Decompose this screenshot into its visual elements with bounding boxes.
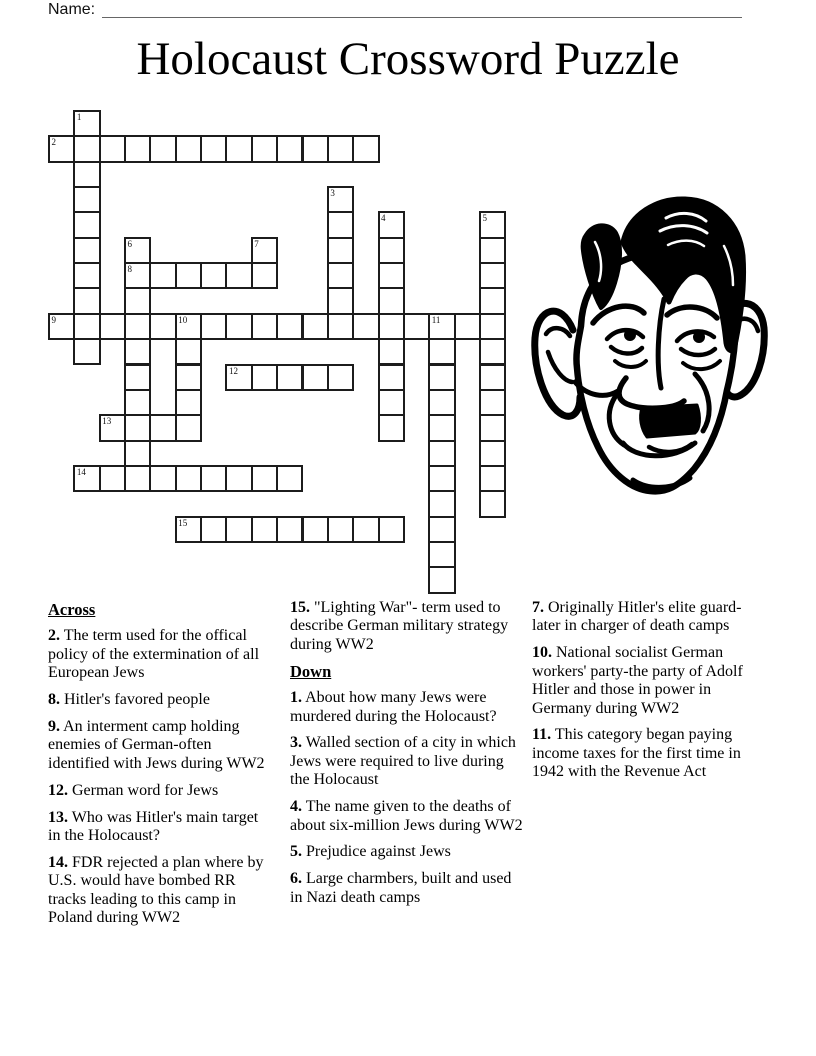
clue-3: 3. Walled section of a city in which Jews were required to live during the Holocaust <box>290 734 516 789</box>
grid-cell-r10c5[interactable] <box>175 364 202 391</box>
grid-cell-r13c17[interactable] <box>479 440 506 467</box>
grid-cell-r6c8[interactable] <box>251 262 278 289</box>
grid-cell-r16c6[interactable] <box>200 516 227 543</box>
grid-cell-r6c4[interactable] <box>149 262 176 289</box>
clue-5: 5. Prejudice against Jews <box>290 843 451 861</box>
grid-cell-r7c11[interactable] <box>327 287 354 314</box>
cell-number: 3 <box>330 188 335 199</box>
grid-cell-r7c3[interactable] <box>124 287 151 314</box>
name-field-row <box>48 1 742 18</box>
grid-cell-r10c9[interactable] <box>276 364 303 391</box>
grid-cell-r9c15[interactable] <box>428 338 455 365</box>
grid-cell-r12c3[interactable] <box>124 414 151 441</box>
grid-cell-r4c13[interactable] <box>378 211 405 238</box>
grid-cell-r6c1[interactable] <box>73 262 100 289</box>
clue-heading-across: Across <box>48 600 96 619</box>
grid-cell-r14c6[interactable] <box>200 465 227 492</box>
grid-cell-r14c1[interactable] <box>73 465 100 492</box>
grid-cell-r16c7[interactable] <box>225 516 252 543</box>
grid-cell-r11c3[interactable] <box>124 389 151 416</box>
clue-2: 2. The term used for the offical policy of the extermination of all European Jews <box>48 627 260 682</box>
grid-cell-r10c17[interactable] <box>479 364 506 391</box>
grid-cell-r6c17[interactable] <box>479 262 506 289</box>
grid-cell-r1c5[interactable] <box>175 135 202 162</box>
grid-cell-r7c13[interactable] <box>378 287 405 314</box>
cell-number: 7 <box>254 238 259 249</box>
grid-cell-r5c1[interactable] <box>73 237 100 264</box>
grid-cell-r8c12[interactable] <box>352 313 379 340</box>
grid-cell-r7c17[interactable] <box>479 287 506 314</box>
grid-cell-r12c5[interactable] <box>175 414 202 441</box>
grid-cell-r8c8[interactable] <box>251 313 278 340</box>
grid-cell-r6c11[interactable] <box>327 262 354 289</box>
clue-heading-down: Down <box>290 661 332 681</box>
clue-1: 1. About how many Jews were murdered during the Holocaust? <box>290 689 497 725</box>
grid-cell-r1c6[interactable] <box>200 135 227 162</box>
grid-cell-r9c13[interactable] <box>378 338 405 365</box>
grid-cell-r14c15[interactable] <box>428 465 455 492</box>
grid-cell-r5c3[interactable] <box>124 237 151 264</box>
cell-number: 13 <box>102 416 112 427</box>
grid-cell-r10c10[interactable] <box>302 364 329 391</box>
grid-cell-r12c13[interactable] <box>378 414 405 441</box>
page-title: Holocaust Crossword Puzzle <box>136 33 680 85</box>
cell-number: 14 <box>76 466 86 477</box>
grid-cell-r14c5[interactable] <box>175 465 202 492</box>
grid-cell-r1c9[interactable] <box>276 135 303 162</box>
grid-cell-r16c10[interactable] <box>302 516 329 543</box>
cell-number: 15 <box>178 517 188 528</box>
grid-cell-r8c11[interactable] <box>327 313 354 340</box>
clue-12: 12. German word for Jews <box>48 781 219 799</box>
clue-6: 6. Large charmbers, built and used in Nazi death camps <box>290 870 512 906</box>
clue-column-3 <box>532 599 772 790</box>
clue-10: 10. National socialist German workers' party-the party of Adolf Hitler and those in power in Germany during WW2 <box>532 644 743 717</box>
grid-cell-r16c11[interactable] <box>327 516 354 543</box>
hitler-caricature-illustration <box>527 184 779 510</box>
grid-cell-r5c13[interactable] <box>378 237 405 264</box>
name-input-line[interactable] <box>102 2 742 18</box>
grid-cell-r16c9[interactable] <box>276 516 303 543</box>
grid-cell-r8c4[interactable] <box>149 313 176 340</box>
grid-cell-r1c10[interactable] <box>302 135 329 162</box>
grid-cell-r16c5[interactable] <box>175 516 202 543</box>
grid-cell-r3c11[interactable] <box>327 186 354 213</box>
grid-cell-r0c1[interactable] <box>73 110 100 137</box>
clue-11: 11. This category began paying income taxes for the first time in 1942 with the Revenue Act <box>532 726 741 781</box>
clue-14: 14. FDR rejected a plan where by U.S. would have bombed RR tracks leading to this camp in Poland during WW2 <box>48 853 264 927</box>
grid-cell-r15c15[interactable] <box>428 490 455 517</box>
clue-8: 8. Hitler's favored people <box>48 691 210 709</box>
clue-column-2 <box>290 599 524 916</box>
clue-7: 7. Originally Hitler's elite guard- later in charger of death camps <box>532 599 742 635</box>
grid-cell-r6c7[interactable] <box>225 262 252 289</box>
grid-cell-r8c16[interactable] <box>454 313 481 340</box>
clue-15: 15. "Lighting War"- term used to describe German military strategy during WW2 <box>290 599 509 653</box>
grid-cell-r14c9[interactable] <box>276 465 303 492</box>
grid-cell-r14c2[interactable] <box>99 465 126 492</box>
grid-cell-r1c2[interactable] <box>99 135 126 162</box>
cell-number: 6 <box>127 238 133 249</box>
grid-cell-r2c1[interactable] <box>73 161 100 188</box>
grid-cell-r9c3[interactable] <box>124 338 151 365</box>
grid-cell-r10c3[interactable] <box>124 364 151 391</box>
grid-cell-r11c15[interactable] <box>428 389 455 416</box>
grid-cell-r16c12[interactable] <box>352 516 379 543</box>
cell-number: 9 <box>51 314 56 325</box>
grid-cell-r5c11[interactable] <box>327 237 354 264</box>
grid-cell-r9c17[interactable] <box>479 338 506 365</box>
crossword-grid <box>48 110 507 595</box>
clue-9: 9. An interment camp holding enemies of German-often identified with Jews during WW2 <box>48 718 265 772</box>
grid-cell-r14c17[interactable] <box>479 465 506 492</box>
grid-cell-r14c8[interactable] <box>251 465 278 492</box>
grid-cell-r1c0[interactable] <box>48 135 75 162</box>
grid-cell-r6c5[interactable] <box>175 262 202 289</box>
grid-cell-r13c15[interactable] <box>428 440 455 467</box>
grid-cell-r16c8[interactable] <box>251 516 278 543</box>
cell-number: 1 <box>76 112 82 122</box>
grid-cell-r4c11[interactable] <box>327 211 354 238</box>
grid-cell-r6c13[interactable] <box>378 262 405 289</box>
grid-cell-r8c15[interactable] <box>428 313 455 340</box>
grid-cell-r8c10[interactable] <box>302 313 329 340</box>
cell-number: 11 <box>431 314 441 325</box>
grid-cell-r12c17[interactable] <box>479 414 506 441</box>
grid-cell-r15c17[interactable] <box>479 490 506 517</box>
clue-4: 4. The name given to the deaths of about six-million Jews during WW2 <box>290 798 523 834</box>
grid-cell-r14c3[interactable] <box>124 465 151 492</box>
grid-cell-r3c1[interactable] <box>73 186 100 213</box>
clue-column-1 <box>48 599 269 936</box>
grid-cell-r4c17[interactable] <box>479 211 506 238</box>
grid-cell-r8c6[interactable] <box>200 313 227 340</box>
grid-cell-r5c17[interactable] <box>479 237 506 264</box>
grid-cell-r11c17[interactable] <box>479 389 506 416</box>
grid-cell-r1c11[interactable] <box>327 135 354 162</box>
grid-cell-r14c4[interactable] <box>149 465 176 492</box>
grid-cell-r9c1[interactable] <box>73 338 100 365</box>
grid-cell-r16c13[interactable] <box>378 516 405 543</box>
grid-cell-r8c9[interactable] <box>276 313 303 340</box>
grid-cell-r4c1[interactable] <box>73 211 100 238</box>
name-label: Name: <box>48 1 96 18</box>
grid-cell-r8c5[interactable] <box>175 313 202 340</box>
grid-cell-r10c11[interactable] <box>327 364 354 391</box>
grid-cell-r8c17[interactable] <box>479 313 506 340</box>
grid-cell-r1c4[interactable] <box>149 135 176 162</box>
grid-cell-r10c7[interactable] <box>225 364 252 391</box>
grid-cell-r11c5[interactable] <box>175 389 202 416</box>
grid-cell-r10c8[interactable] <box>251 364 278 391</box>
cell-number: 5 <box>482 213 487 224</box>
grid-cell-r12c2[interactable] <box>99 414 126 441</box>
grid-cell-r1c1[interactable] <box>73 135 100 162</box>
grid-cell-r14c7[interactable] <box>225 465 252 492</box>
grid-cell-r6c3[interactable] <box>124 262 151 289</box>
grid-cell-r12c4[interactable] <box>149 414 176 441</box>
grid-cell-r17c15[interactable] <box>428 541 455 568</box>
cell-number: 12 <box>228 365 238 376</box>
grid-cell-r8c1[interactable] <box>73 313 100 340</box>
grid-cell-r8c7[interactable] <box>225 313 252 340</box>
grid-cell-r16c15[interactable] <box>428 516 455 543</box>
grid-cell-r1c8[interactable] <box>251 135 278 162</box>
grid-cell-r5c8[interactable] <box>251 237 278 264</box>
grid-cell-r9c5[interactable] <box>175 338 202 365</box>
grid-cell-r8c0[interactable] <box>48 313 75 340</box>
cell-number: 10 <box>178 314 188 325</box>
grid-cell-r1c7[interactable] <box>225 135 252 162</box>
clue-13: 13. Who was Hitler's main target in the Holocaust? <box>48 808 259 845</box>
cell-number: 8 <box>127 264 133 275</box>
cell-number: 4 <box>381 213 386 224</box>
grid-cell-r8c2[interactable] <box>99 313 126 340</box>
grid-cell-r8c3[interactable] <box>124 313 151 340</box>
grid-cell-r8c13[interactable] <box>378 313 405 340</box>
grid-cell-r1c12[interactable] <box>352 135 379 162</box>
grid-cell-r13c3[interactable] <box>124 440 151 467</box>
grid-cell-r1c3[interactable] <box>124 135 151 162</box>
cell-number: 2 <box>51 137 56 148</box>
grid-cell-r12c15[interactable] <box>428 414 455 441</box>
grid-cell-r7c1[interactable] <box>73 287 100 314</box>
grid-cell-r10c13[interactable] <box>378 364 405 391</box>
grid-cell-r18c15[interactable] <box>428 566 455 593</box>
grid-cell-r8c14[interactable] <box>403 313 430 340</box>
grid-cell-r11c13[interactable] <box>378 389 405 416</box>
grid-cell-r10c15[interactable] <box>428 364 455 391</box>
grid-cell-r6c6[interactable] <box>200 262 227 289</box>
